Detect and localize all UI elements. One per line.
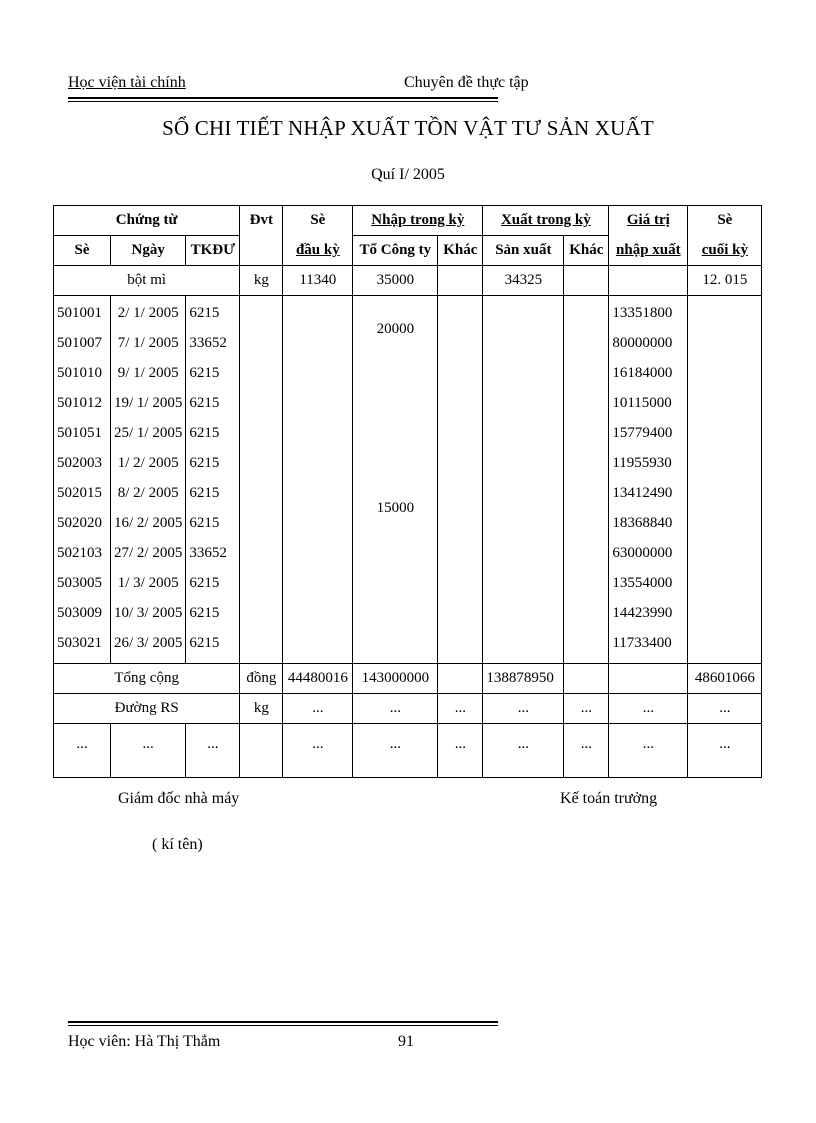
page-title: SỔ CHI TIẾT NHẬP XUẤT TỒN VẬT TƯ SẢN XUẤT (162, 116, 654, 140)
entry-so: 503021 (57, 635, 102, 651)
ellipsis-cell: ... (609, 724, 688, 778)
ellipsis-cell: ... (283, 724, 353, 778)
sugar-name: Đường RS (54, 694, 240, 724)
entry-so: 502103 (57, 545, 102, 561)
entry-value: 10115000 (612, 395, 672, 411)
total-import-khac (438, 664, 483, 694)
entry-value: 13412490 (612, 485, 673, 501)
total-value (609, 664, 688, 694)
entry-so: 503005 (57, 575, 102, 591)
ellipsis-cell: ... (564, 724, 609, 778)
material-export: 34325 (483, 266, 564, 296)
entry-so: 501007 (57, 335, 102, 351)
total-export: 138878950 (483, 664, 564, 694)
sugar-import-to: ... (353, 694, 438, 724)
col-ngay: Ngày (111, 236, 186, 266)
entry-account: 33652 (189, 335, 227, 351)
entry-so: 501001 (57, 305, 102, 321)
col-so-dau-2: đầu kỳ (283, 236, 353, 266)
sugar-value: ... (609, 694, 688, 724)
header-rule-thin (68, 101, 498, 102)
sugar-opening: ... (283, 694, 353, 724)
header-row-2 (54, 236, 762, 266)
entry-so: 503009 (57, 605, 102, 621)
page-number: 91 (398, 1033, 414, 1050)
entry-value: 16184000 (612, 365, 673, 381)
entry-so: 502003 (57, 455, 102, 471)
entry-account: 6215 (189, 515, 220, 531)
total-closing: 48601066 (688, 664, 762, 694)
footer-student: Học viên: Hà Thị Thắm (68, 1033, 221, 1050)
entry-account: 6215 (189, 485, 220, 501)
total-unit: đồng (240, 664, 283, 694)
entries-opening-col (283, 296, 353, 664)
footer-rule-thin (68, 1025, 498, 1026)
entries-so-col (54, 296, 111, 664)
entries-export-khac-col (564, 296, 609, 664)
material-closing: 12. 015 (688, 266, 762, 296)
footer-rule (68, 1021, 498, 1023)
col-xuat-sx: Sản xuất (483, 236, 564, 266)
page-subtitle: Quí I/ 2005 (371, 166, 445, 183)
col-tkdu: TKĐƯ (186, 236, 240, 266)
sugar-closing: ... (688, 694, 762, 724)
import-to-value-1: 20000 (376, 321, 415, 337)
entry-value: 14423990 (612, 605, 673, 621)
ellipsis-cell: ... (54, 724, 111, 778)
total-export-khac (564, 664, 609, 694)
signature-accountant: Kế toán trưởng (560, 790, 658, 807)
sugar-export-sx: ... (483, 694, 564, 724)
entry-date: 2/ 1/ 2005 (117, 305, 179, 321)
material-import: 35000 (353, 266, 438, 296)
entry-date: 27/ 2/ 2005 (114, 545, 183, 561)
col-dvt-blank (240, 236, 283, 266)
ledger-table (53, 205, 762, 778)
entries-tk-col (186, 296, 240, 664)
material-unit: kg (240, 266, 283, 296)
entry-value: 63000000 (612, 545, 673, 561)
entry-date: 7/ 1/ 2005 (117, 335, 179, 351)
ellipsis-cell: ... (353, 724, 438, 778)
header-rule (68, 97, 498, 99)
total-import: 143000000 (353, 664, 438, 694)
ellipsis-cell: ... (688, 724, 762, 778)
header-row-1 (54, 206, 762, 236)
col-so-cuoi-1: Sè (688, 206, 762, 236)
ellipsis-cell: ... (438, 724, 483, 778)
entries-export-sx-col (483, 296, 564, 664)
entry-so: 502020 (57, 515, 102, 531)
entries-value-col (609, 296, 688, 664)
entry-account: 33652 (189, 545, 227, 561)
sugar-export-khac: ... (564, 694, 609, 724)
header-institution: Học viện tài chính (68, 74, 186, 91)
ellipsis-cell: ... (186, 724, 240, 778)
entry-value: 13351800 (612, 305, 673, 321)
entry-value: 11955930 (612, 455, 672, 471)
col-xuat-khac: Khác (564, 236, 609, 266)
material-export-khac (564, 266, 609, 296)
entry-account: 6215 (189, 425, 220, 441)
entry-so: 501051 (57, 425, 102, 441)
entry-date: 10/ 3/ 2005 (114, 605, 183, 621)
col-nhap: Nhập trong kỳ (353, 206, 483, 236)
sugar-import-khac: ... (438, 694, 483, 724)
header-topic: Chuyên đề thực tập (404, 74, 529, 91)
entries-import-to-col (353, 296, 438, 664)
entries-dvt-col (240, 296, 283, 664)
ellipsis-cell: ... (483, 724, 564, 778)
entry-so: 502015 (57, 485, 102, 501)
entry-so: 501010 (57, 365, 102, 381)
entry-account: 6215 (189, 395, 220, 411)
total-label: Tổng cộng (54, 664, 240, 694)
entry-so: 501012 (57, 395, 102, 411)
sugar-row (54, 694, 762, 724)
col-so-dau-1: Sè (283, 206, 353, 236)
total-row (54, 664, 762, 694)
entry-date: 1/ 3/ 2005 (117, 575, 179, 591)
col-nhap-to: Tổ Công ty (353, 236, 438, 266)
material-name: bột mì (54, 266, 240, 296)
material-row (54, 266, 762, 296)
entry-value: 15779400 (612, 425, 673, 441)
entry-account: 6215 (189, 605, 220, 621)
entry-account: 6215 (189, 575, 220, 591)
entry-value: 11733400 (612, 635, 672, 651)
entry-value: 80000000 (612, 335, 673, 351)
entry-date: 8/ 2/ 2005 (117, 485, 179, 501)
ellipsis-blank (240, 724, 283, 778)
entry-account: 6215 (189, 455, 220, 471)
signature-note: ( kí tên) (152, 836, 203, 853)
ellipsis-row (54, 724, 762, 778)
entry-account: 6215 (189, 305, 220, 321)
col-so: Sè (54, 236, 111, 266)
entry-date: 19/ 1/ 2005 (114, 395, 183, 411)
col-so-cuoi-2: cuối kỳ (688, 236, 762, 266)
entry-date: 1/ 2/ 2005 (117, 455, 179, 471)
import-to-value-2: 15000 (376, 500, 415, 516)
entry-account: 6215 (189, 365, 220, 381)
col-dvt: Đvt (240, 206, 283, 236)
entries-closing-col (688, 296, 762, 664)
col-nhap-khac: Khác (438, 236, 483, 266)
material-value (609, 266, 688, 296)
col-gia-tri-2: nhập xuất (609, 236, 688, 266)
entry-date: 9/ 1/ 2005 (117, 365, 179, 381)
entries-ngay-col (111, 296, 186, 664)
signature-director: Giám đốc nhà máy (118, 790, 240, 807)
entries-import-khac-col (438, 296, 483, 664)
col-chung-tu: Chứng từ (54, 206, 240, 236)
material-opening: 11340 (283, 266, 353, 296)
total-opening: 44480016 (283, 664, 353, 694)
entry-date: 26/ 3/ 2005 (114, 635, 183, 651)
ellipsis-cell: ... (111, 724, 186, 778)
entry-value: 18368840 (612, 515, 673, 531)
entries-block (54, 296, 762, 664)
entry-date: 25/ 1/ 2005 (114, 425, 183, 441)
entry-account: 6215 (189, 635, 220, 651)
col-gia-tri-1: Giá trị (609, 206, 688, 236)
entry-date: 16/ 2/ 2005 (114, 515, 183, 531)
col-xuat: Xuất trong kỳ (483, 206, 609, 236)
sugar-unit: kg (240, 694, 283, 724)
material-import-khac (438, 266, 483, 296)
entry-value: 13554000 (612, 575, 673, 591)
